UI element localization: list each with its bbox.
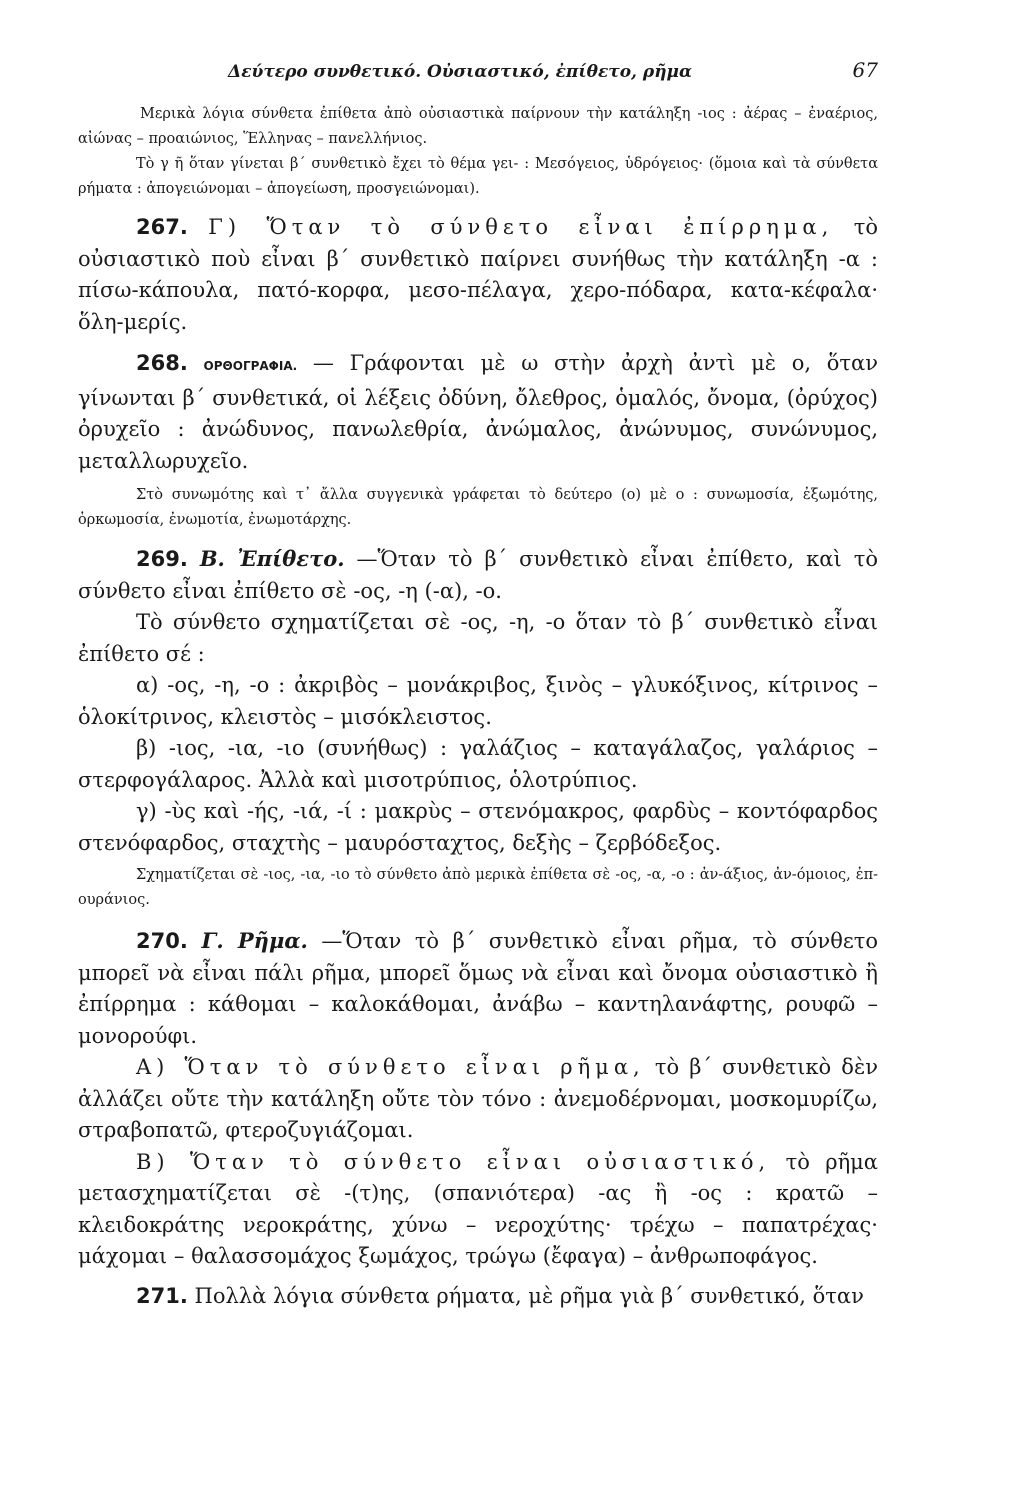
section-269-case-b: β) -ιος, -ια, -ιο (συνήθως) : γαλάζιος – καταγάλαζος, γαλάριος – στερφογάλαρος. Ἀλλὰ καὶ μισοτρύπιος, ὁλοτρύπιος.: [78, 736, 878, 792]
section-269-intro: Τὸ σύνθετο σχηματίζεται σὲ -ος, -η, -ο ὅταν τὸ β΄ συνθετικὸ εἶναι ἐπίθετο σέ :: [78, 610, 878, 666]
section-268-number: 268.: [136, 351, 188, 375]
section-267: [78, 212, 878, 338]
section-269-number: 269.: [136, 547, 188, 571]
section-270-text: —Ὅταν τὸ β΄ συνθετικὸ εἶναι ρῆμα, τὸ σύνθετο μπορεῖ νὰ εἶναι πάλι ρῆμα, μπορεῖ ὅμως νὰ εἶναι καὶ ὄνομα οὐσιαστικὸ ἢ ἐπίρρημα : κάθομαι – καλοκάθομαι, ἀνάβω – καντηλανάφτης, ρουφῶ – μονορούφι.: [78, 929, 878, 1048]
book-page: [78, 58, 878, 1312]
section-270-b: [78, 1147, 878, 1273]
page-header: [228, 58, 878, 82]
section-268-note: Στὸ συνωμότης καὶ τ᾿ ἄλλα συγγενικὰ γράφεται τὸ δεύτερο (ο) μὲ ο : συνωμοσία, ἐξωμότης, ὁρκωμοσία, ἐνωμοτία, ἐνωμοτάρχης.: [78, 487, 878, 528]
section-270-a: [78, 1052, 878, 1147]
section-269-note: Σχηματίζεται σὲ -ιος, -ια, -ιο τὸ σύνθετο ἀπὸ μερικὰ ἐπίθετα σὲ -ος, -α, -ο : ἀν-άξιος, ἀν-όμοιος, ἐπ-ουράνιος.: [78, 867, 878, 908]
section-270-a-lead: Α) Ὅταν τὸ σύνθετο εἶναι ρῆμα,: [136, 1055, 645, 1079]
paragraph-gi-theme: Τὸ γ ῆ ὅταν γίνεται β΄ συνθετικὸ ἔχει τὸ θέμα γει- : Μεσόγειος, ὑδρόγειος· (ὅμοια καὶ τὰ σύνθετα ρήματα : ἀπογειώνομαι – ἀπογείωση, προσγειώνομαι).: [78, 156, 878, 197]
page-number: 67: [852, 58, 878, 82]
running-title: Δεύτερο συνθετικό. Οὐσιαστικό, ἐπίθετο, ρῆμα: [228, 62, 693, 82]
section-270-title: Γ. Ρῆμα.: [201, 928, 308, 953]
section-271-text: Πολλὰ λόγια σύνθετα ρήματα, μὲ ρῆμα γιὰ β΄ συνθετικό, ὅταν: [194, 1283, 864, 1308]
section-271: [78, 1281, 878, 1313]
section-269-text: —Ὅταν τὸ β΄ συνθετικὸ εἶναι ἐπίθετο, καὶ τὸ σύνθετο εἶναι ἐπίθετο σὲ -ος, -η (-α), -ο.: [78, 547, 878, 603]
section-269-title: Β. Ἐπίθετο.: [199, 546, 345, 571]
section-269: [78, 543, 878, 607]
section-268-label: ΟΡΘΟΓΡΑΦΙΑ.: [203, 359, 298, 373]
section-267-number: 267.: [136, 215, 188, 239]
paragraph-ios-ending: Μερικὰ λόγια σύνθετα ἐπίθετα ἀπὸ οὐσιαστικὰ παίρνουν τὴν κατάληξη -ιος : ἀέρας – ἐναέριος, αἰώνας – προαιώνιος, Ἕλληνας – πανελλήνιος.: [78, 106, 878, 147]
section-270-a-text: τὸ β΄ συνθετικὸ δὲν ἀλλάζει οὔτε τὴν κατάληξη οὔτε τὸν τόνο : ἀνεμοδέρνομαι, μοσκομυρίζω, στραβοπατῶ, φτεροζυγιάζομαι.: [78, 1055, 878, 1142]
section-268: [78, 348, 878, 477]
section-267-text: τὸ οὐσιαστικὸ ποὺ εἶναι β΄ συνθετικὸ παίρνει συνήθως τὴν κατάληξη -α : πίσω-κάπουλα, πατό-κορφα, μεσο-πέλαγα, χερο-πόδαρα, κατα-κέφαλα· ὅλη-μερίς.: [78, 215, 878, 334]
section-269-case-a: α) -ος, -η, -ο : ἀκριβὸς – μονάκριβος, ξινὸς – γλυκόξινος, κίτρινος – ὁλοκίτρινος, κλειστὸς – μισόκλειστος.: [78, 673, 878, 729]
section-271-number: 271.: [136, 1283, 188, 1308]
section-270-number: 270.: [136, 929, 188, 953]
section-268-text: — Γράφονται μὲ ω στὴν ἀρχὴ ἀντὶ μὲ ο, ὅταν γίνωνται β΄ συνθετικά, οἱ λέξεις ὀδύνη, ὄλεθρος, ὁμαλός, ὄνομα, (ὀρύχος) ὀρυχεῖο : ἀνώδυνος, πανωλεθρία, ἀνώμαλος, ἀνώνυμος, συνώνυμος, μεταλλωρυχεῖο.: [78, 351, 878, 473]
section-267-lead: Γ) Ὅταν τὸ σύνθετο εἶναι ἐπίρρημα,: [208, 215, 834, 239]
section-270-b-lead: Β) Ὅταν τὸ σύνθετο εἶναι οὐσιαστικό,: [136, 1149, 771, 1174]
section-270-b-text: τὸ ρῆμα μετασχηματίζεται σὲ -(τ)ης, (σπανιότερα) -ας ἢ -ος : κρατῶ – κλειδοκράτης νεροκράτης, χύνω – νεροχύτης· τρέχω – παπατρέχας· μάχομαι – θαλασσομάχος ξωμάχος, τρώγω (ἔφαγα) – ἀνθρωποφάγος.: [78, 1149, 878, 1268]
section-270: [78, 925, 878, 1052]
section-269-case-c: γ) -ὺς καὶ -ής, -ιά, -ί : μακρὺς – στενόμακρος, φαρδὺς – κοντόφαρδος στενόφαρδος, σταχτὴς – μαυρόσταχτος, δεξὴς – ζερβόδεξος.: [78, 799, 878, 855]
